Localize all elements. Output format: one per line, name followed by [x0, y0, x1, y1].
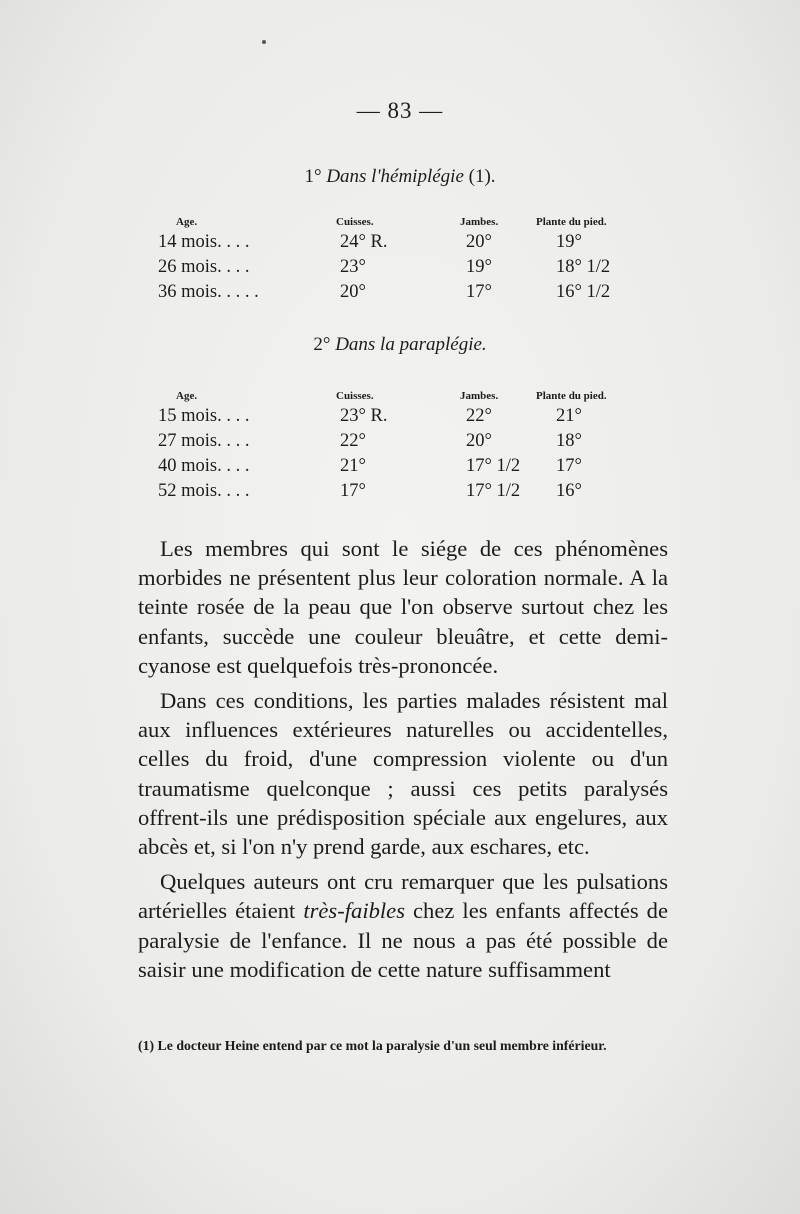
cell-cuisses: 21°	[340, 456, 366, 476]
cell-plante: 18°	[556, 431, 582, 451]
cell-jambes: 19°	[466, 257, 492, 277]
header-plante: Plante du pied.	[536, 216, 607, 228]
footnote-reference: (1).	[468, 166, 496, 187]
cell-age: 14 mois. . . .	[158, 232, 250, 252]
header-jambes: Jambes.	[460, 216, 499, 228]
cell-jambes: 20°	[466, 232, 492, 252]
cell-plante: 19°	[556, 232, 582, 252]
print-speck	[262, 40, 266, 44]
cell-plante: 16° 1/2	[556, 282, 611, 302]
section-title-paraplegie	[0, 334, 800, 356]
cell-cuisses: 23°	[340, 257, 366, 277]
table-row	[148, 232, 678, 257]
paragraph	[138, 867, 668, 984]
footnote	[138, 1038, 670, 1054]
cell-age: 40 mois. . . .	[158, 456, 250, 476]
section-title-text: Dans l'hémiplégie	[326, 166, 464, 187]
cell-age: 27 mois. . . .	[158, 431, 250, 451]
temperature-table-paraplegie	[148, 390, 678, 506]
cell-age: 52 mois. . . .	[158, 481, 250, 501]
paragraph-emphasis: très-faibles	[303, 898, 405, 924]
cell-cuisses: 20°	[340, 282, 366, 302]
table-header	[148, 216, 678, 232]
header-plante: Plante du pied.	[536, 390, 607, 402]
cell-jambes: 17° 1/2	[466, 456, 521, 476]
table-row	[148, 456, 678, 481]
cell-cuisses: 17°	[340, 481, 366, 501]
paragraph-text: Dans ces conditions, les parties malades résistent mal aux influences extérieures naturelles ou accidentelles, celles du froid, d'une compression violente ou d'un traumatisme quelconque ; aussi ces petits paralysés offrent-ils une prédisposition spéciale aux engelures, aux abcès et, si l'on n'y prend garde, aux eschares, etc.	[138, 688, 668, 860]
cell-age: 15 mois. . . .	[158, 406, 250, 426]
section-number: 2°	[313, 334, 331, 355]
cell-plante: 21°	[556, 406, 582, 426]
cell-jambes: 17° 1/2	[466, 481, 521, 501]
cell-age: 36 mois. . . . .	[158, 282, 259, 302]
cell-cuisses: 22°	[340, 431, 366, 451]
section-number: 1°	[304, 166, 322, 187]
header-jambes: Jambes.	[460, 390, 499, 402]
cell-cuisses: 24° R.	[340, 232, 388, 252]
paragraph-text: Les membres qui sont le siége de ces phénomènes morbides ne présentent plus leur coloration normale. A la teinte rosée de la peau que l'on observe surtout chez les enfants, succède une couleur bleuâtre, et cette demi-cyanose est quelquefois très-prononcée.	[138, 536, 668, 678]
header-age: Age.	[176, 216, 198, 228]
paragraph-text: chez les enfants affectés de paralysie de l'enfance. Il ne nous a pas été possible de saisir une modification de cette nature suffisamment	[138, 898, 668, 982]
cell-jambes: 22°	[466, 406, 492, 426]
paragraph	[138, 686, 668, 861]
footnote-text: Le docteur Heine entend par ce mot la paralysie d'un seul membre inférieur.	[157, 1038, 607, 1053]
cell-plante: 18° 1/2	[556, 257, 611, 277]
body-text	[138, 534, 668, 984]
table-row	[148, 406, 678, 431]
cell-plante: 17°	[556, 456, 582, 476]
footnote-marker: (1)	[138, 1038, 155, 1053]
page-number: — 83 —	[356, 98, 444, 123]
cell-age: 26 mois. . . .	[158, 257, 250, 277]
section-title-text: Dans la paraplégie.	[335, 334, 487, 355]
table-row	[148, 282, 678, 307]
table-row	[148, 481, 678, 506]
table-header	[148, 390, 678, 406]
table-row	[148, 431, 678, 456]
section-title-hemiplegie	[0, 166, 800, 188]
paragraph-text: Quelques auteurs ont cru remarquer que les pulsations artérielles étaient	[138, 869, 668, 924]
cell-jambes: 17°	[466, 282, 492, 302]
header-cuisses: Cuisses.	[336, 216, 374, 228]
cell-cuisses: 23° R.	[340, 406, 388, 426]
cell-plante: 16°	[556, 481, 582, 501]
header-age: Age.	[176, 390, 198, 402]
paragraph	[138, 534, 668, 680]
header-cuisses: Cuisses.	[336, 390, 374, 402]
temperature-table-hemiplegie	[148, 216, 678, 307]
table-row	[148, 257, 678, 282]
cell-jambes: 20°	[466, 431, 492, 451]
